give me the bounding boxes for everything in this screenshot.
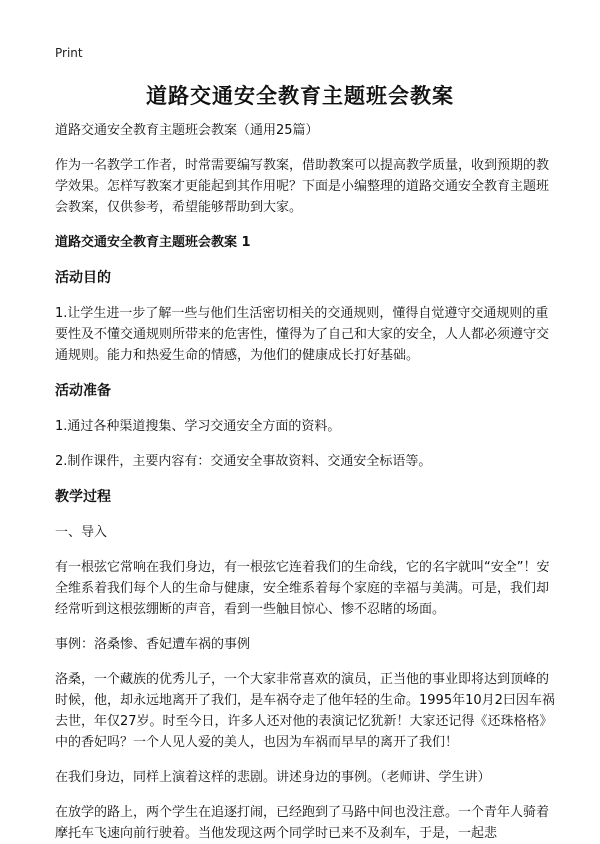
section-title: 道路交通安全教育主题班会教案 1 — [55, 235, 251, 250]
paragraph-2: 洛桑，一个藏族的优秀儿子，一个大家非常喜欢的演员，正当他的事业即将达到顶峰的时候，他，却永远地离开了我们，是车祸夺走了他年轻的生命。1995年10月2曰因车祸去世，年仅27岁。时至今日，许多人还对他的表演记忆犹新！大家还记得《还珠格格》中的香妃吗？一个人见人爱的美人，也因为车祸而早早的离开了我们！ — [55, 672, 555, 750]
paragraph-4: 在放学的路上，两个学生在追逐打闹，已经跑到了马路中间也没注意。一个青年人骑着摩托车飞速向前行驶着。当他发现这两个同学时已来不及刹车，于是，一起悲 — [55, 805, 550, 841]
step-1: 一、导入 — [55, 525, 108, 540]
goal-paragraph: 1.让学生进一步了解一些与他们生活密切相关的交通规则，懂得自觉遵守交通规则的重要性及不懂交通规则所带来的危害性，懂得为了自己和大家的安全，人人都必须遵守交通规则。能力和热爱生命的情感，为他们的健康成长打好基础。 — [55, 306, 550, 363]
document-body — [55, 120, 555, 844]
prep-heading: 活动准备 — [55, 383, 111, 399]
intro-paragraph: 作为一名教学工作者，时常需要编写教案，借助教案可以提高教学质量，收到预期的教学效果。怎样写教案才更能起到其作用呢？下面是小编整理的道路交通安全教育主题班会教案，仅供参考，希望能够帮助到大家。 — [55, 158, 550, 215]
paragraph-1: 有一根弦它常响在我们身边，有一根弦它连着我们的生命线，它的名字就叫“安全”！安全维系着我们每个人的生命与健康，安全维系着每个家庭的幸福与美满。可是，我们却经常听到这根弦绷断的声音，看到一些触目惊心、惨不忍睹的场面。 — [55, 560, 550, 617]
print-link[interactable]: Print — [55, 46, 83, 60]
paragraph-3: 在我们身边，同样上演着这样的悲剧。讲述身边的事例。（老师讲、学生讲） — [55, 770, 491, 785]
prep-item-1: 1.通过各种渠道搜集、学习交通安全方面的资料。 — [55, 419, 341, 434]
goal-heading: 活动目的 — [55, 270, 111, 286]
prep-item-2: 2.制作课件，主要内容有：交通安全事故资料、交通安全标语等。 — [55, 454, 432, 469]
example-title: 事例：洛桑惨、香妃遭车祸的事例 — [55, 637, 251, 652]
page-title: 道路交通安全教育主题班会教案 — [146, 84, 454, 108]
subtitle: 道路交通安全教育主题班会教案（通用25篇） — [55, 123, 319, 138]
process-heading: 教学过程 — [55, 489, 111, 505]
